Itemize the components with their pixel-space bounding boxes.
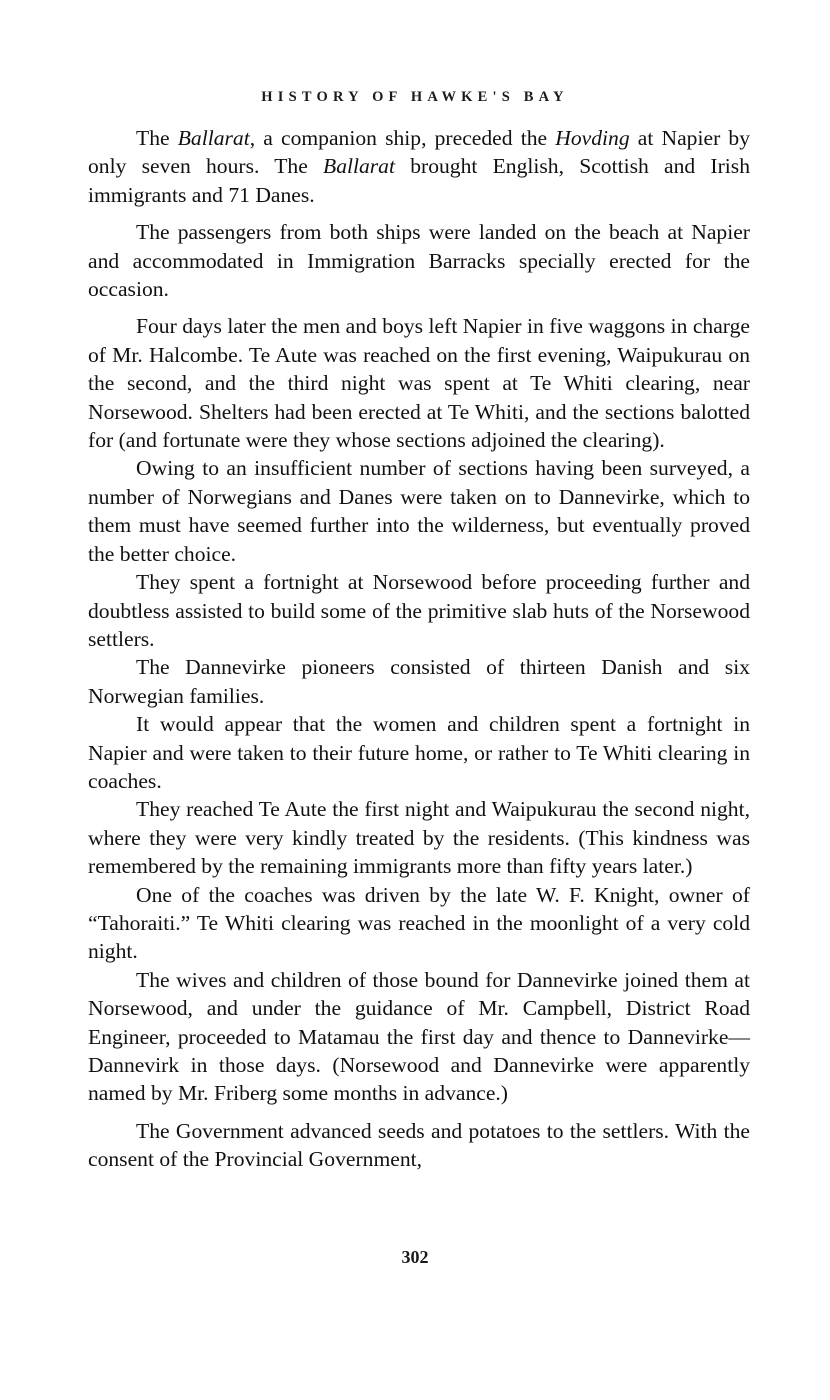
ship-name: Ballarat bbox=[323, 154, 395, 179]
paragraph bbox=[88, 795, 750, 880]
paragraph-text: It would appear that the women and children spent a fortnight in Napier and were taken to their future home, or rather to Te Whiti clearing in coaches. bbox=[88, 712, 750, 793]
page-number: 302 bbox=[401, 1247, 429, 1267]
paragraph bbox=[88, 966, 750, 1108]
paragraph-text: The wives and children of those bound for Dannevirke joined them at Norsewood, and under the guidance of Mr. Campbell, District Road Engineer, proceeded to Matamau the first day and thence to Dannevirke—Dannevirk in those days. (Norsewood and Dannevirke were apparently named by Mr. Friberg some months in advance.) bbox=[88, 967, 750, 1106]
paragraph-text: The Government advanced seeds and potatoes to the settlers. With the consent of the Provincial Government, bbox=[88, 1118, 750, 1172]
paragraph-text: Four days later the men and boys left Napier in five waggons in charge of Mr. Halcombe. Te Aute was reached on the first evening, Waipukurau on the second, and the third night was spent at Te Whiti clearing, near Norsewood. Shelters had been erected at Te Whiti, and the sections balotted for (and fortunate were they whose sections adjoined the clearing). bbox=[88, 314, 750, 453]
paragraph bbox=[88, 568, 750, 653]
paragraph bbox=[88, 653, 750, 710]
paragraph bbox=[88, 710, 750, 795]
ship-name: Ballarat bbox=[177, 126, 250, 150]
paragraph-text: brought English, Scottish and Irish immigrants and 71 Danes. bbox=[88, 154, 750, 207]
paragraph-text: They spent a fortnight at Norsewood before proceeding further and doubtless assisted to build some of the primitive slab huts of the Norsewood settlers. bbox=[88, 570, 750, 651]
paragraph-text: The bbox=[136, 126, 178, 150]
paragraph-text: The Dannevirke pioneers consisted of thirteen Danish and six Norwegian families. bbox=[88, 655, 750, 708]
paragraph-text: One of the coaches was driven by the late W. F. Knight, owner of “Tahoraiti.” Te Whiti clearing was reached in the moonlight of a very cold night. bbox=[88, 882, 750, 964]
paragraph bbox=[88, 1117, 750, 1174]
ship-name: Hovding bbox=[555, 126, 630, 150]
paragraph-text: Owing to an insufficient number of sections having been surveyed, a number of Norwegians and Danes were taken on to Dannevirke, which to them must have seemed further into the wilderness, but eventually proved the better choice. bbox=[88, 456, 750, 566]
paragraph-text: at Napier by only seven hours. The bbox=[88, 126, 750, 179]
paragraph bbox=[88, 124, 750, 209]
paragraph bbox=[88, 454, 750, 568]
paragraph-text: , a companion ship, preceded the bbox=[249, 126, 556, 150]
paragraph bbox=[88, 312, 750, 454]
paragraph-text: They reached Te Aute the first night and Waipukurau the second night, where they were very kindly treated by the residents. (This kindness was remembered by the remaining immigrants more than fifty years later.) bbox=[88, 797, 750, 879]
body-text bbox=[88, 124, 750, 1174]
paragraph bbox=[88, 881, 750, 966]
running-head: HISTORY OF HAWKE'S BAY bbox=[261, 89, 569, 105]
paragraph bbox=[88, 218, 750, 303]
paragraph-text: The passengers from both ships were landed on the beach at Napier and accommodated in Immigration Barracks specially erected for the occasion. bbox=[88, 220, 750, 302]
